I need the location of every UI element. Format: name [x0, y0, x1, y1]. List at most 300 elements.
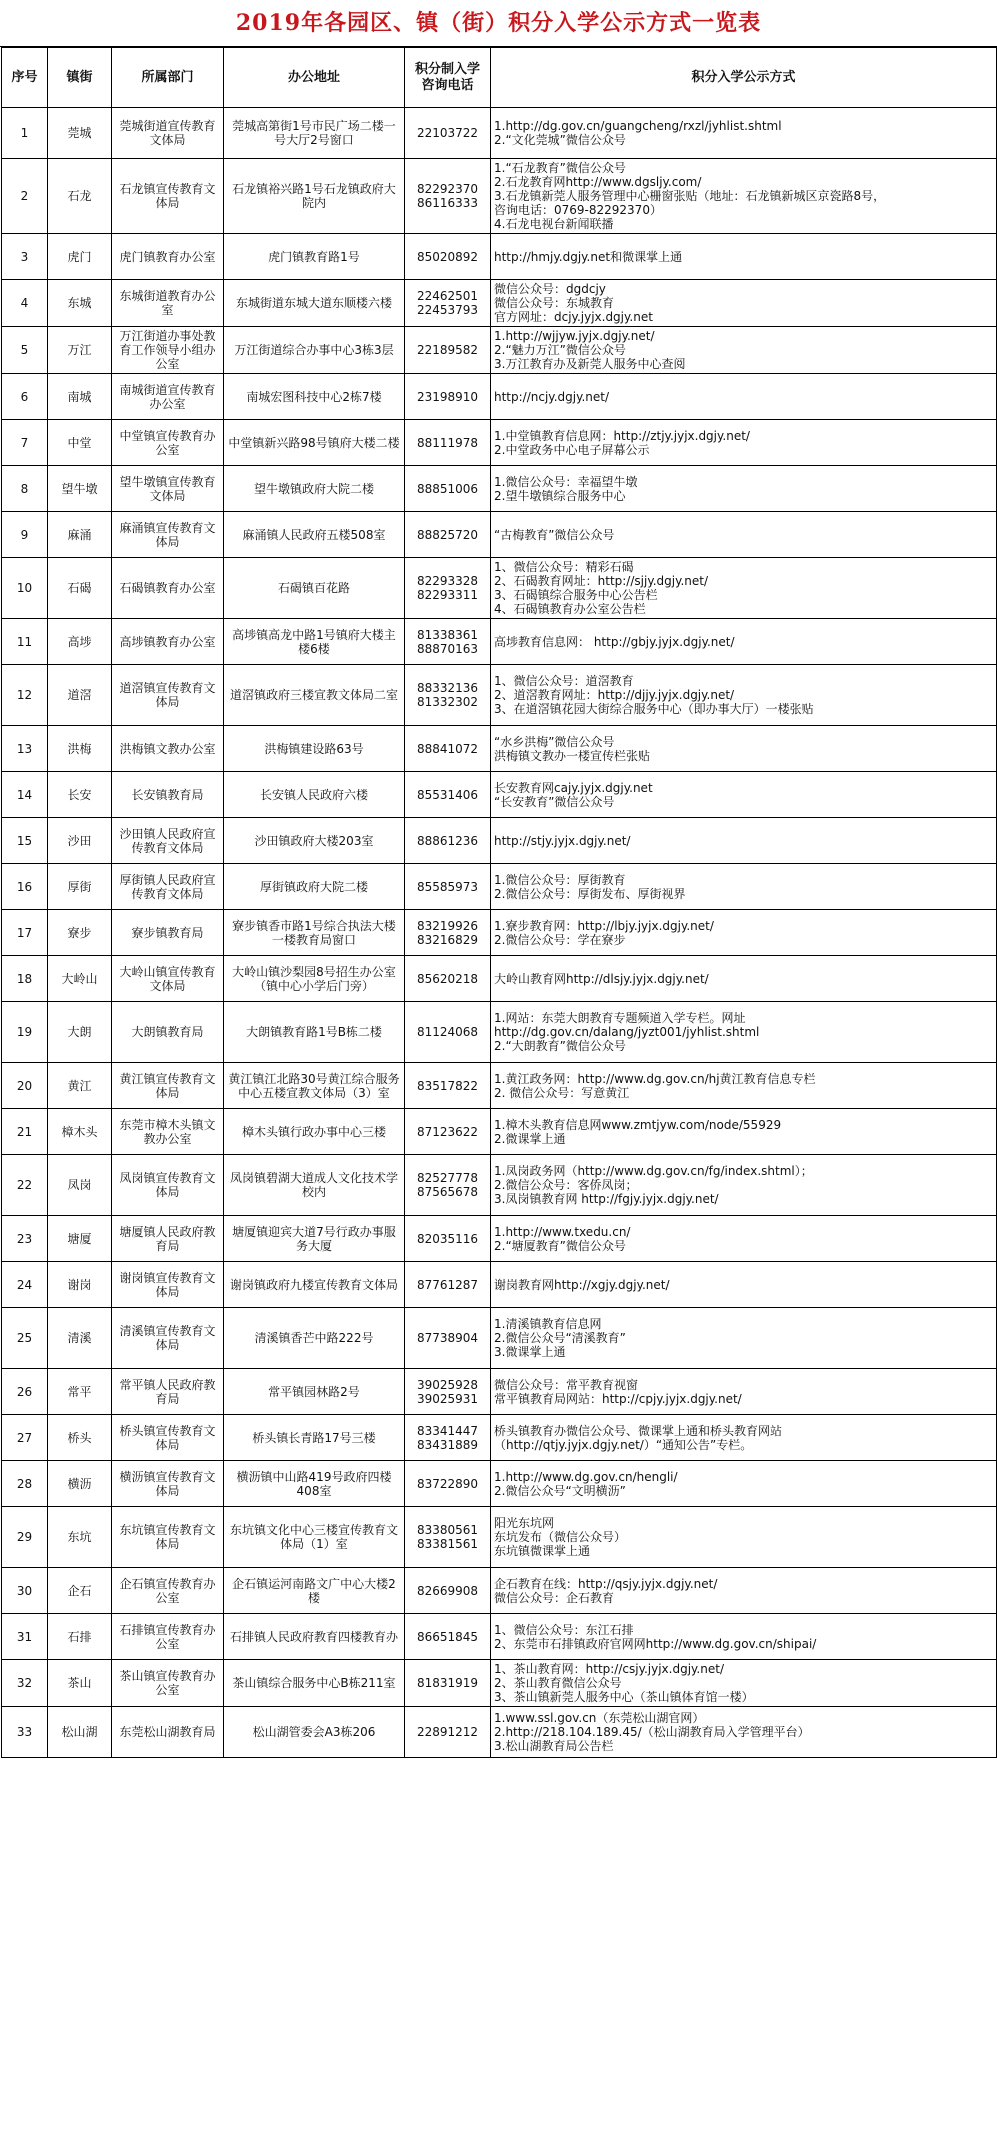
cell-dept: 中堂镇宣传教育办公室 — [112, 420, 224, 466]
publicity-line: 1.寮步教育网：http://lbjy.jyjx.dgjy.net/ — [494, 918, 714, 933]
cell-dept: 塘厦镇人民政府教育局 — [112, 1216, 224, 1262]
table-row — [2, 864, 997, 910]
cell-publicity — [491, 108, 997, 159]
cell-town: 黄江 — [48, 1063, 112, 1109]
table-row — [2, 159, 997, 234]
cell-address: 洪梅镇建设路63号 — [224, 726, 405, 772]
cell-dept: 横沥镇宣传教育文体局 — [112, 1461, 224, 1507]
cell-address: 南城宏图科技中心2栋7楼 — [224, 374, 405, 420]
cell-no: 21 — [2, 1109, 48, 1155]
publicity-line: 2.“塘厦教育”微信公众号 — [494, 1238, 626, 1253]
cell-address: 谢岗镇政府九楼宣传教育文体局 — [224, 1262, 405, 1308]
publicity-line: 1.微信公众号：幸福望牛墩 — [494, 474, 638, 489]
cell-dept: 万江街道办事处教育工作领导小组办公室 — [112, 327, 224, 374]
cell-no: 15 — [2, 818, 48, 864]
phone-number: 39025931 — [416, 1391, 479, 1406]
publicity-line: 微信公众号：dgdcjy — [494, 282, 606, 296]
cell-town: 沙田 — [48, 818, 112, 864]
cell-no: 17 — [2, 910, 48, 956]
cell-no: 4 — [2, 280, 48, 327]
publicity-line: 3.凤岗镇教育网 http://fgjy.jyjx.dgjy.net/ — [494, 1192, 719, 1206]
publicity-line: 谢岗教育网http://xgjy.dgjy.net/ — [494, 1277, 670, 1292]
cell-publicity — [491, 1063, 997, 1109]
cell-phone — [405, 1507, 491, 1568]
cell-publicity — [491, 558, 997, 619]
phone-number: 85585973 — [416, 879, 479, 894]
publicity-line: 1、微信公众号：东江石排 — [494, 1622, 634, 1637]
header-no: 序号 — [2, 48, 48, 108]
publicity-line: 微信公众号：常平教育视窗 — [494, 1377, 639, 1392]
cell-no: 11 — [2, 619, 48, 665]
cell-phone — [405, 1262, 491, 1308]
cell-town: 寮步 — [48, 910, 112, 956]
table-body — [2, 108, 997, 1758]
table-row — [2, 108, 997, 159]
phone-number: 83431889 — [416, 1437, 479, 1452]
publicity-line: 2.微信公众号：学在寮步 — [494, 932, 626, 947]
publicity-line: 3.松山湖教育局公告栏 — [494, 1739, 614, 1753]
cell-town: 大朗 — [48, 1002, 112, 1063]
phone-number: 23198910 — [416, 389, 479, 404]
publicity-line: 1、微信公众号：道滘教育 — [494, 674, 634, 688]
publicity-line: 桥头镇教育办微信公众号、微课掌上通和桥头教育网站 — [494, 1423, 783, 1438]
cell-no: 2 — [2, 159, 48, 234]
cell-publicity — [491, 234, 997, 280]
cell-address: 黄江镇江北路30号黄江综合服务中心五楼宣教文体局（3）室 — [224, 1063, 405, 1109]
page-title: 2019年各园区、镇（街）积分入学公示方式一览表 — [0, 0, 997, 47]
cell-address: 石龙镇裕兴路1号石龙镇政府大院内 — [224, 159, 405, 234]
cell-dept: 道滘镇宣传教育文体局 — [112, 665, 224, 726]
table-row — [2, 1369, 997, 1415]
phone-number: 88332136 — [416, 681, 479, 695]
cell-publicity — [491, 1262, 997, 1308]
enrollment-table — [1, 47, 997, 1758]
cell-town: 清溪 — [48, 1308, 112, 1369]
publicity-line: 2.微信公众号：客侨凤岗； — [494, 1178, 638, 1192]
table-row — [2, 466, 997, 512]
cell-address: 沙田镇政府大楼203室 — [224, 818, 405, 864]
phone-number: 82669908 — [416, 1583, 479, 1598]
cell-publicity — [491, 726, 997, 772]
cell-no: 22 — [2, 1155, 48, 1216]
publicity-line: 2.中堂政务中心电子屏幕公示 — [494, 442, 650, 457]
cell-address: 石碣镇百花路 — [224, 558, 405, 619]
publicity-line: 1.http://www.dg.gov.cn/hengli/ — [494, 1469, 678, 1484]
cell-phone — [405, 1614, 491, 1660]
cell-town: 横沥 — [48, 1461, 112, 1507]
table-row — [2, 619, 997, 665]
cell-phone — [405, 1063, 491, 1109]
table-row — [2, 1507, 997, 1568]
cell-town: 虎门 — [48, 234, 112, 280]
cell-town: 松山湖 — [48, 1707, 112, 1758]
publicity-line: 1、茶山教育网：http://csjy.jyjx.dgjy.net/ — [494, 1662, 724, 1676]
publicity-line: 3.万江教育办及新莞人服务中心查阅 — [494, 357, 686, 371]
cell-publicity — [491, 910, 997, 956]
publicity-line: 2.“魅力万江”微信公众号 — [494, 343, 626, 357]
cell-town: 长安 — [48, 772, 112, 818]
phone-number: 82292370 — [416, 182, 479, 196]
cell-no: 26 — [2, 1369, 48, 1415]
table-header-row — [2, 48, 997, 108]
cell-dept: 望牛墩镇宣传教育文体局 — [112, 466, 224, 512]
publicity-line: 长安教育网cajy.jyjx.dgjy.net — [494, 780, 653, 795]
publicity-line: http://dg.gov.cn/dalang/jyzt001/jyhlist.shtml — [494, 1025, 760, 1039]
cell-town: 东城 — [48, 280, 112, 327]
cell-town: 谢岗 — [48, 1262, 112, 1308]
publicity-line: 1.“石龙教育”微信公众号 — [494, 161, 626, 175]
cell-publicity — [491, 665, 997, 726]
cell-publicity — [491, 772, 997, 818]
publicity-line: 2、道滘教育网址：http://djjy.jyjx.dgjy.net/ — [494, 688, 735, 702]
cell-town: 南城 — [48, 374, 112, 420]
cell-dept: 莞城街道宣传教育文体局 — [112, 108, 224, 159]
cell-town: 樟木头 — [48, 1109, 112, 1155]
phone-number: 83341447 — [416, 1423, 479, 1438]
table-row — [2, 818, 997, 864]
publicity-line: 常平镇教育局网站：http://cpjy.jyjx.dgjy.net/ — [494, 1391, 742, 1406]
cell-no: 13 — [2, 726, 48, 772]
phone-number: 85020892 — [416, 249, 479, 264]
cell-publicity — [491, 420, 997, 466]
cell-publicity — [491, 280, 997, 327]
cell-publicity — [491, 1568, 997, 1614]
phone-number: 81124068 — [416, 1025, 479, 1039]
publicity-line: 1.http://www.txedu.cn/ — [494, 1224, 631, 1239]
cell-phone — [405, 619, 491, 665]
cell-publicity — [491, 466, 997, 512]
table-row — [2, 512, 997, 558]
publicity-line: 2.http://218.104.189.45/（松山湖教育局入学管理平台） — [494, 1725, 810, 1739]
table-row — [2, 1308, 997, 1369]
cell-dept: 桥头镇宣传教育文体局 — [112, 1415, 224, 1461]
cell-address: 望牛墩镇政府大院二楼 — [224, 466, 405, 512]
publicity-line: 1.黄江政务网：http://www.dg.gov.cn/hj黄江教育信息专栏 — [494, 1071, 816, 1086]
phone-number: 88870163 — [416, 641, 479, 656]
header-phone-text: 积分制入学 咨询电话 — [414, 61, 480, 93]
cell-address: 常平镇园林路2号 — [224, 1369, 405, 1415]
phone-number: 88841072 — [416, 741, 479, 756]
cell-publicity — [491, 1707, 997, 1758]
phone-number: 87738904 — [416, 1331, 479, 1345]
cell-no: 12 — [2, 665, 48, 726]
publicity-line: 1、微信公众号：精彩石碣 — [494, 560, 634, 574]
phone-number: 82035116 — [416, 1231, 479, 1246]
phone-number: 81332302 — [416, 695, 479, 709]
table-row — [2, 280, 997, 327]
publicity-line: 4.石龙电视台新闻联播 — [494, 217, 614, 231]
cell-phone — [405, 1369, 491, 1415]
cell-dept: 常平镇人民政府教育局 — [112, 1369, 224, 1415]
publicity-line: 大岭山教育网http://dlsjy.jyjx.dgjy.net/ — [494, 971, 709, 986]
publicity-line: “水乡洪梅”微信公众号 — [494, 734, 615, 749]
cell-phone — [405, 1461, 491, 1507]
phone-number: 83219926 — [416, 918, 479, 933]
publicity-line: 1.樟木头教育信息网www.zmtjyw.com/node/55929 — [494, 1117, 782, 1132]
cell-town: 厚街 — [48, 864, 112, 910]
publicity-line: 微信公众号：企石教育 — [494, 1590, 615, 1605]
phone-number: 87565678 — [416, 1185, 479, 1199]
table-row — [2, 1415, 997, 1461]
publicity-line: 3、茶山镇新莞人服务中心（茶山镇体育馆一楼） — [494, 1690, 754, 1704]
cell-no: 16 — [2, 864, 48, 910]
cell-town: 凤岗 — [48, 1155, 112, 1216]
table-row — [2, 1109, 997, 1155]
cell-publicity — [491, 1155, 997, 1216]
cell-phone — [405, 466, 491, 512]
cell-dept: 寮步镇教育局 — [112, 910, 224, 956]
cell-dept: 厚街镇人民政府宣传教育文体局 — [112, 864, 224, 910]
publicity-line: 2.“文化莞城”微信公众号 — [494, 133, 626, 147]
cell-no: 28 — [2, 1461, 48, 1507]
cell-no: 25 — [2, 1308, 48, 1369]
cell-no: 9 — [2, 512, 48, 558]
publicity-line: 东坑发布（微信公众号） — [494, 1530, 627, 1544]
cell-town: 洪梅 — [48, 726, 112, 772]
cell-dept: 石龙镇宣传教育文体局 — [112, 159, 224, 234]
cell-town: 高埗 — [48, 619, 112, 665]
cell-phone — [405, 159, 491, 234]
cell-phone — [405, 1568, 491, 1614]
phone-number: 83722890 — [416, 1476, 479, 1491]
cell-address: 虎门镇教育路1号 — [224, 234, 405, 280]
phone-number: 83216829 — [416, 932, 479, 947]
header-publicity: 积分入学公示方式 — [491, 48, 997, 108]
cell-address: 东坑镇文化中心三楼宣传教育文体局（1）室 — [224, 1507, 405, 1568]
cell-phone — [405, 558, 491, 619]
publicity-line: 2. 微信公众号：写意黄江 — [494, 1085, 630, 1100]
cell-address: 大岭山镇沙梨园8号招生办公室（镇中心小学后门旁） — [224, 956, 405, 1002]
cell-phone — [405, 956, 491, 1002]
publicity-line: 2、石碣教育网址：http://sjjy.dgjy.net/ — [494, 574, 709, 588]
table-row — [2, 1614, 997, 1660]
publicity-line: 1.中堂镇教育信息网：http://ztjy.jyjx.dgjy.net/ — [494, 428, 750, 443]
publicity-line: 官方网址：dcjy.jyjx.dgjy.net — [494, 310, 653, 324]
publicity-line: 1.凤岗政务网（http://www.dg.gov.cn/fg/index.shtml）； — [494, 1164, 813, 1178]
cell-address: 樟木头镇行政办事中心三楼 — [224, 1109, 405, 1155]
cell-phone — [405, 772, 491, 818]
cell-publicity — [491, 1369, 997, 1415]
phone-number: 85531406 — [416, 787, 479, 802]
phone-number: 39025928 — [416, 1377, 479, 1392]
cell-town: 道滘 — [48, 665, 112, 726]
table-row — [2, 558, 997, 619]
cell-publicity — [491, 864, 997, 910]
cell-phone — [405, 374, 491, 420]
cell-dept: 洪梅镇文教办公室 — [112, 726, 224, 772]
cell-address: 茶山镇综合服务中心B栋211室 — [224, 1660, 405, 1707]
publicity-line: 2.微信公众号：厚街发布、厚街视界 — [494, 886, 686, 901]
cell-publicity — [491, 818, 997, 864]
publicity-line: 2.微信公众号“清溪教育” — [494, 1331, 626, 1345]
cell-phone — [405, 327, 491, 374]
cell-dept: 长安镇教育局 — [112, 772, 224, 818]
cell-phone — [405, 280, 491, 327]
table-row — [2, 910, 997, 956]
cell-dept: 麻涌镇宣传教育文体局 — [112, 512, 224, 558]
cell-no: 6 — [2, 374, 48, 420]
cell-town: 桥头 — [48, 1415, 112, 1461]
cell-phone — [405, 1155, 491, 1216]
publicity-line: “古梅教育”微信公众号 — [494, 527, 615, 542]
phone-number: 88825720 — [416, 527, 479, 542]
phone-number: 22103722 — [416, 126, 479, 140]
phone-number: 82293311 — [416, 588, 479, 602]
publicity-line: 3、石碣镇综合服务中心公告栏 — [494, 588, 658, 602]
phone-number: 86116333 — [416, 196, 479, 210]
publicity-line: http://ncjy.dgjy.net/ — [494, 389, 610, 404]
publicity-line: 2.“大朗教育”微信公众号 — [494, 1039, 626, 1053]
cell-dept: 清溪镇宣传教育文体局 — [112, 1308, 224, 1369]
cell-phone — [405, 910, 491, 956]
cell-town: 石龙 — [48, 159, 112, 234]
phone-number: 83517822 — [416, 1078, 479, 1093]
phone-number: 22453793 — [416, 303, 479, 317]
cell-no: 10 — [2, 558, 48, 619]
table-row — [2, 1707, 997, 1758]
cell-publicity — [491, 159, 997, 234]
cell-town: 东坑 — [48, 1507, 112, 1568]
cell-publicity — [491, 1415, 997, 1461]
publicity-line: 3.石龙镇新莞人服务管理中心栅窗张贴（地址：石龙镇新城区京瓷路8号， — [494, 189, 886, 203]
cell-dept: 高埗镇教育办公室 — [112, 619, 224, 665]
table-row — [2, 1155, 997, 1216]
cell-dept: 东莞松山湖教育局 — [112, 1707, 224, 1758]
publicity-line: 洪梅镇文教办一楼宣传栏张贴 — [494, 748, 651, 763]
cell-dept: 东城街道教育办公室 — [112, 280, 224, 327]
cell-phone — [405, 1216, 491, 1262]
publicity-line: 2.石龙教育网http://www.dgsljy.com/ — [494, 175, 702, 189]
table-row — [2, 772, 997, 818]
cell-address: 莞城高第街1号市民广场二楼一号大厅2号窗口 — [224, 108, 405, 159]
cell-publicity — [491, 327, 997, 374]
cell-phone — [405, 1002, 491, 1063]
cell-address: 横沥镇中山路419号政府四楼408室 — [224, 1461, 405, 1507]
table-row — [2, 327, 997, 374]
cell-dept: 虎门镇教育办公室 — [112, 234, 224, 280]
publicity-line: 1.网站：东莞大朗教育专题频道入学专栏。网址 — [494, 1011, 746, 1025]
cell-publicity — [491, 1216, 997, 1262]
cell-address: 东城街道东城大道东顺楼六楼 — [224, 280, 405, 327]
cell-no: 29 — [2, 1507, 48, 1568]
cell-no: 3 — [2, 234, 48, 280]
cell-no: 7 — [2, 420, 48, 466]
cell-address: 厚街镇政府大院二楼 — [224, 864, 405, 910]
publicity-line: 2.微课掌上通 — [494, 1131, 566, 1146]
cell-dept: 东坑镇宣传教育文体局 — [112, 1507, 224, 1568]
publicity-line: http://hmjy.dgjy.net和微课掌上通 — [494, 249, 683, 264]
table-row — [2, 726, 997, 772]
table-row — [2, 1262, 997, 1308]
publicity-line: 3、在道滘镇花园大街综合服务中心（即办事大厅）一楼张贴 — [494, 702, 814, 716]
phone-number: 88111978 — [416, 435, 479, 450]
cell-town: 石排 — [48, 1614, 112, 1660]
cell-town: 石碣 — [48, 558, 112, 619]
cell-dept: 沙田镇人民政府宣传教育文体局 — [112, 818, 224, 864]
cell-no: 32 — [2, 1660, 48, 1707]
publicity-line: 4、石碣镇教育办公室公告栏 — [494, 602, 646, 616]
cell-address: 道滘镇政府三楼宣教文体局二室 — [224, 665, 405, 726]
cell-publicity — [491, 956, 997, 1002]
header-address: 办公地址 — [224, 48, 405, 108]
cell-phone — [405, 108, 491, 159]
cell-dept: 石碣镇教育办公室 — [112, 558, 224, 619]
cell-publicity — [491, 1461, 997, 1507]
phone-number: 82293328 — [416, 574, 479, 588]
publicity-line: 咨询电话：0769-82292370） — [494, 203, 662, 217]
publicity-line: 1.微信公众号：厚街教育 — [494, 872, 626, 887]
phone-number: 87761287 — [416, 1277, 479, 1292]
cell-address: 高埗镇高龙中路1号镇府大楼主楼6楼 — [224, 619, 405, 665]
header-town: 镇街 — [48, 48, 112, 108]
cell-address: 松山湖管委会A3栋206 — [224, 1707, 405, 1758]
phone-number: 87123622 — [416, 1124, 479, 1139]
cell-no: 20 — [2, 1063, 48, 1109]
publicity-line: 1.www.ssl.gov.cn（东莞松山湖官网） — [494, 1711, 705, 1725]
cell-no: 14 — [2, 772, 48, 818]
cell-no: 1 — [2, 108, 48, 159]
phone-number: 83381561 — [416, 1537, 479, 1551]
publicity-line: （http://qtjy.jyjx.dgjy.net/）“通知公告”专栏。 — [494, 1437, 753, 1452]
cell-town: 塘厦 — [48, 1216, 112, 1262]
cell-address: 企石镇运河南路文广中心大楼2楼 — [224, 1568, 405, 1614]
cell-phone — [405, 818, 491, 864]
cell-no: 19 — [2, 1002, 48, 1063]
table-row — [2, 1461, 997, 1507]
cell-publicity — [491, 1002, 997, 1063]
cell-phone — [405, 864, 491, 910]
cell-publicity — [491, 1507, 997, 1568]
cell-phone — [405, 1415, 491, 1461]
cell-publicity — [491, 512, 997, 558]
cell-address: 长安镇人民政府六楼 — [224, 772, 405, 818]
cell-dept: 凤岗镇宣传教育文体局 — [112, 1155, 224, 1216]
cell-town: 莞城 — [48, 108, 112, 159]
phone-number: 81338361 — [416, 627, 479, 642]
cell-town: 企石 — [48, 1568, 112, 1614]
cell-town: 麻涌 — [48, 512, 112, 558]
cell-publicity — [491, 1109, 997, 1155]
cell-address: 万江街道综合办事中心3栋3层 — [224, 327, 405, 374]
publicity-line: 东坑镇微课掌上通 — [494, 1544, 591, 1558]
publicity-line: 2.微信公众号“文明横沥” — [494, 1483, 626, 1498]
table-row — [2, 1063, 997, 1109]
phone-number: 88851006 — [416, 481, 479, 496]
publicity-line: 企石教育在线：http://qsjy.jyjx.dgjy.net/ — [494, 1576, 718, 1591]
cell-dept: 谢岗镇宣传教育文体局 — [112, 1262, 224, 1308]
cell-publicity — [491, 1308, 997, 1369]
cell-address: 凤岗镇碧湖大道成人文化技术学校内 — [224, 1155, 405, 1216]
cell-phone — [405, 1707, 491, 1758]
cell-address: 桥头镇长青路17号三楼 — [224, 1415, 405, 1461]
cell-no: 5 — [2, 327, 48, 374]
publicity-line: 高埗教育信息网： http://gbjy.jyjx.dgjy.net/ — [494, 634, 735, 649]
cell-phone — [405, 726, 491, 772]
phone-number: 88861236 — [416, 833, 479, 848]
phone-number: 86651845 — [416, 1629, 479, 1644]
table-row — [2, 1660, 997, 1707]
table-row — [2, 1216, 997, 1262]
cell-phone — [405, 512, 491, 558]
cell-town: 万江 — [48, 327, 112, 374]
cell-no: 24 — [2, 1262, 48, 1308]
cell-town: 中堂 — [48, 420, 112, 466]
table-row — [2, 420, 997, 466]
table-row — [2, 374, 997, 420]
cell-address: 石排镇人民政府教育四楼教育办 — [224, 1614, 405, 1660]
table-row — [2, 956, 997, 1002]
cell-publicity — [491, 619, 997, 665]
